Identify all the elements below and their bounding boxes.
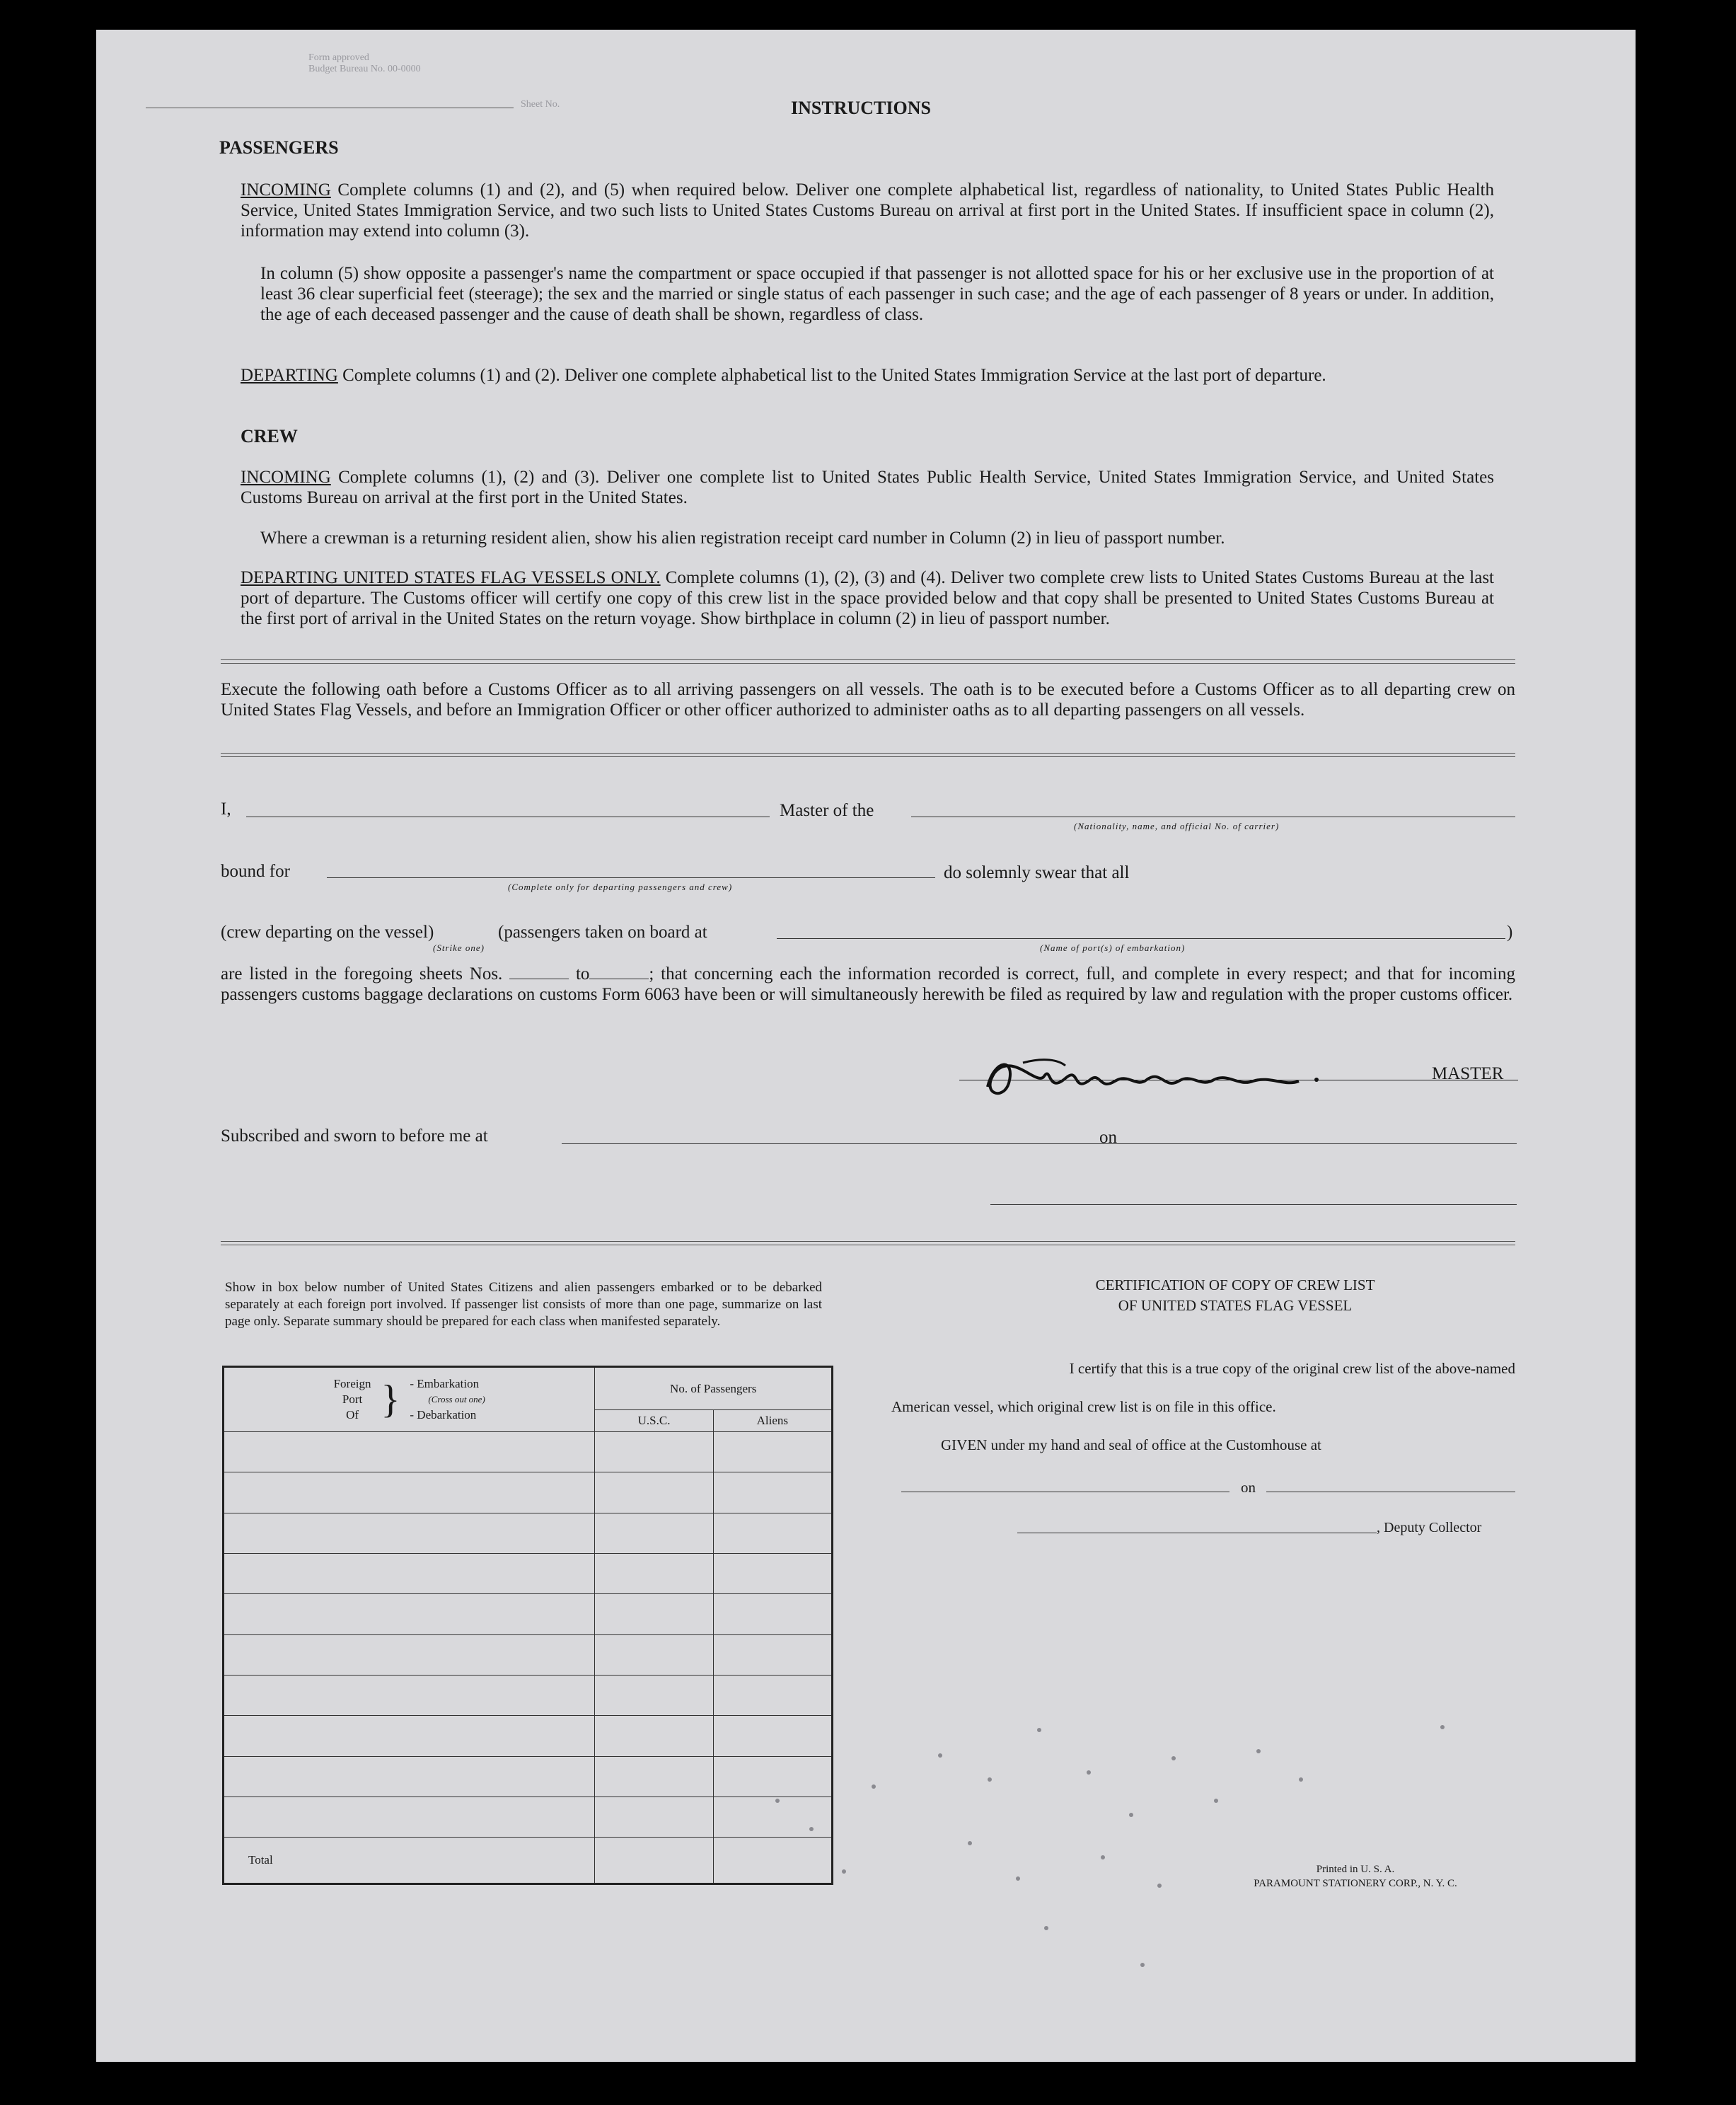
given-line: GIVEN under my hand and seal of office at the Customhouse at — [941, 1436, 1321, 1453]
cross-out-label: (Cross out one) — [428, 1394, 485, 1405]
sworn-location-field[interactable] — [562, 1143, 1181, 1144]
of-label: Of — [346, 1408, 359, 1422]
usc-cell[interactable] — [595, 1756, 713, 1797]
port-label: Port — [342, 1392, 363, 1407]
speckle — [1037, 1728, 1041, 1732]
port-cell[interactable] — [224, 1472, 595, 1513]
speckle — [842, 1869, 846, 1874]
bound-for-label: bound for — [221, 862, 290, 881]
speckle — [988, 1777, 992, 1782]
aliens-cell[interactable] — [713, 1797, 832, 1838]
usc-cell[interactable] — [595, 1797, 713, 1838]
divider — [221, 753, 1515, 757]
speckle — [1044, 1926, 1048, 1930]
aliens-cell[interactable] — [713, 1472, 832, 1513]
ports-embarkation-field[interactable] — [777, 938, 1505, 939]
close-paren: ) — [1507, 923, 1513, 942]
speckle — [1140, 1963, 1145, 1967]
incoming-label: INCOMING — [241, 180, 331, 200]
total-usc-cell[interactable] — [595, 1838, 713, 1884]
passenger-summary-table — [222, 1366, 833, 1885]
speckle — [872, 1784, 876, 1789]
crew-incoming-label: INCOMING — [241, 468, 331, 487]
foreign-label: Foreign — [333, 1377, 371, 1391]
deputy-collector-label: , Deputy Collector — [1377, 1520, 1482, 1535]
officer-signature-field[interactable] — [990, 1204, 1517, 1205]
aliens-cell[interactable] — [713, 1554, 832, 1594]
speckle — [1214, 1799, 1218, 1803]
divider — [221, 1241, 1515, 1245]
aliens-cell[interactable] — [713, 1676, 832, 1716]
usc-header: U.S.C. — [595, 1410, 713, 1432]
total-label: Total — [224, 1838, 595, 1884]
carrier-caption: (Nationality, name, and official No. of carrier) — [1074, 821, 1280, 831]
port-cell[interactable] — [224, 1432, 595, 1472]
usc-cell[interactable] — [595, 1716, 713, 1756]
speckle — [1256, 1749, 1261, 1753]
usc-cell[interactable] — [595, 1432, 713, 1472]
aliens-cell[interactable] — [713, 1513, 832, 1553]
port-cell[interactable] — [224, 1554, 595, 1594]
ports-caption: (Name of port(s) of embarkation) — [1040, 942, 1186, 953]
passengers-incoming-text: Complete columns (1) and (2), and (5) when required below. Deliver one complete alphabetical list, regardless of nationality, to United States Public Health Service, United States Immigration Service, and two such lists to United States Customs Bureau on arrival at first port in the United States. If insufficient space in column (2), information may extend into column (3). — [241, 180, 1494, 241]
page-title: INSTRUCTIONS — [791, 98, 931, 118]
certification-title-line1: CERTIFICATION OF COPY OF CREW LIST — [1095, 1276, 1375, 1293]
passengers-heading: PASSENGERS — [219, 137, 339, 158]
crew-incoming-paragraph — [241, 467, 1494, 508]
port-cell[interactable] — [224, 1716, 595, 1756]
strike-caption: (Strike one) — [433, 942, 485, 953]
departing-label: DEPARTING — [241, 366, 338, 385]
printer-line2: PARAMOUNT STATIONERY CORP., N. Y. C. — [1254, 1878, 1457, 1889]
certify-line2: American vessel, which original crew list is on file in this office. — [891, 1398, 1276, 1415]
certification-title-line2: OF UNITED STATES FLAG VESSEL — [1118, 1297, 1353, 1314]
port-cell[interactable] — [224, 1756, 595, 1797]
passengers-departing-paragraph — [241, 365, 1494, 386]
port-cell[interactable] — [224, 1594, 595, 1634]
foreign-port-header: Foreign Port Of } - Embarkation (Cross out one) - Debarkation — [224, 1367, 595, 1432]
port-cell[interactable] — [224, 1797, 595, 1838]
printer-line1: Printed in U. S. A. — [1316, 1864, 1395, 1875]
form-page — [96, 30, 1636, 2062]
aliens-cell[interactable] — [713, 1594, 832, 1634]
speckle — [1299, 1777, 1303, 1782]
speckle — [938, 1753, 942, 1758]
usc-cell[interactable] — [595, 1594, 713, 1634]
aliens-cell[interactable] — [713, 1756, 832, 1797]
cert-on-label: on — [1241, 1479, 1256, 1496]
speckle — [968, 1841, 972, 1845]
faint-line: Budget Bureau No. 00-0000 — [308, 64, 421, 74]
column5-paragraph: In column (5) show opposite a passenger's name the compartment or space occupied if that passenger is not allotted space for his or her exclusive use in the proportion of at least 36 clear superficial feet (steerage); the sex and the married or single status of each passenger in such case; and the age of each passenger of 8 years or under. In addition, the age of each deceased passenger and the cause of death shall be shown, regardless of class. — [260, 264, 1494, 324]
embarkation-label: - Embarkation — [410, 1377, 480, 1391]
bound-for-field[interactable] — [327, 877, 935, 878]
aliens-cell[interactable] — [713, 1716, 832, 1756]
usc-cell[interactable] — [595, 1472, 713, 1513]
aliens-header: Aliens — [713, 1410, 832, 1432]
summary-instruction: Show in box below number of United States Citizens and alien passengers embarked or to be debarked separately at each foreign port involved. If passenger list consists of more than one page, summarize on last page only. Separate summary should be prepared for each class when manifested separately. — [225, 1280, 822, 1329]
i-label: I, — [221, 800, 231, 819]
aliens-cell[interactable] — [713, 1432, 832, 1472]
speckle — [1087, 1770, 1091, 1775]
crew-incoming-text: Complete columns (1), (2) and (3). Deliver one complete list to United States Public Health Service, United States Immigration Service, and United States Customs Bureau on arrival at the first port in the United States. — [241, 468, 1494, 507]
speckle — [1440, 1725, 1445, 1729]
crew-resident-paragraph: Where a crewman is a returning resident alien, show his alien registration receipt card number in Column (2) in lieu of passport number. — [260, 529, 1225, 548]
divider — [221, 659, 1515, 664]
debarkation-label: - Debarkation — [410, 1408, 477, 1422]
usc-cell[interactable] — [595, 1676, 713, 1716]
faint-line: Form approved — [308, 52, 369, 63]
sworn-date-field[interactable] — [1128, 1143, 1517, 1144]
passengers-incoming-paragraph — [241, 180, 1494, 241]
port-cell[interactable] — [224, 1676, 595, 1716]
crew-departing-option: (crew departing on the vessel) — [221, 923, 434, 942]
port-cell[interactable] — [224, 1634, 595, 1675]
passengers-taken-option: (passengers taken on board at — [498, 923, 707, 942]
passengers-departing-text: Complete columns (1) and (2). Deliver one complete alphabetical list to the United States Immigration Service at the last port of departure. — [342, 366, 1326, 385]
crew-departing-paragraph — [241, 567, 1494, 629]
printer-mark — [1207, 1862, 1504, 1891]
master-label: MASTER — [1432, 1064, 1504, 1083]
faint-sheet-label: Sheet No. — [521, 99, 560, 110]
to-label: to — [575, 964, 590, 984]
crew-departing-text: Complete columns (1), (2), (3) and (4). Deliver two complete crew lists to United States Customs Bureau at the last port of departure. The Customs officer will certify one copy of this crew list in the space provided below and that copy shall be presented to United States Customs Bureau at the first port of arrival in the United States on the return voyage. Show birthplace in column (2) in lieu of passport number. — [241, 568, 1494, 628]
subscribed-label: Subscribed and sworn to before me at — [221, 1126, 488, 1146]
total-aliens-cell[interactable] — [713, 1838, 832, 1884]
usc-cell[interactable] — [595, 1513, 713, 1553]
no-of-passengers-header: No. of Passengers — [595, 1367, 833, 1410]
speckle — [809, 1827, 814, 1831]
speckle — [1129, 1813, 1133, 1817]
speckle — [1157, 1884, 1162, 1888]
master-of-the-label: Master of the — [780, 801, 874, 820]
listed-prefix: are listed in the foregoing sheets Nos. — [221, 964, 503, 984]
bound-for-caption: (Complete only for departing passengers and crew) — [508, 882, 733, 892]
listed-paragraph — [221, 964, 1515, 1005]
listed-rest: ; that concerning each the information recorded is correct, full, and complete in every respect; and that for incoming passengers customs baggage declarations on customs Form 6063 have been or will simultaneously herewith be filed as required by law and regulation with the proper customs officer. — [221, 964, 1515, 1004]
oath-intro: Execute the following oath before a Customs Officer as to all arriving passengers on all vessels. The oath is to be executed before a Customs Officer as to all departing crew on United States Flag Vessels, and before an Immigration Officer or other officer authorized to administer oaths as to all departing passengers on all vessels. — [221, 680, 1515, 720]
solemnly-label: do solemnly swear that all — [944, 863, 1130, 882]
crew-heading: CREW — [241, 426, 298, 446]
certify-line1: I certify that this is a true copy of the original crew list of the above-named — [1069, 1360, 1515, 1377]
usc-cell[interactable] — [595, 1554, 713, 1594]
master-signature — [959, 1044, 1398, 1109]
on-label: on — [1099, 1128, 1117, 1147]
faint-header-left — [308, 52, 421, 75]
usc-cell[interactable] — [595, 1634, 713, 1675]
speckle — [775, 1799, 780, 1803]
certification-title — [988, 1275, 1483, 1316]
crew-departing-label: DEPARTING UNITED STATES FLAG VESSELS ONLY. — [241, 568, 661, 587]
speckle — [1171, 1756, 1176, 1760]
speckle — [1016, 1876, 1020, 1881]
speckle — [1101, 1855, 1105, 1859]
aliens-cell[interactable] — [713, 1634, 832, 1675]
port-cell[interactable] — [224, 1513, 595, 1553]
